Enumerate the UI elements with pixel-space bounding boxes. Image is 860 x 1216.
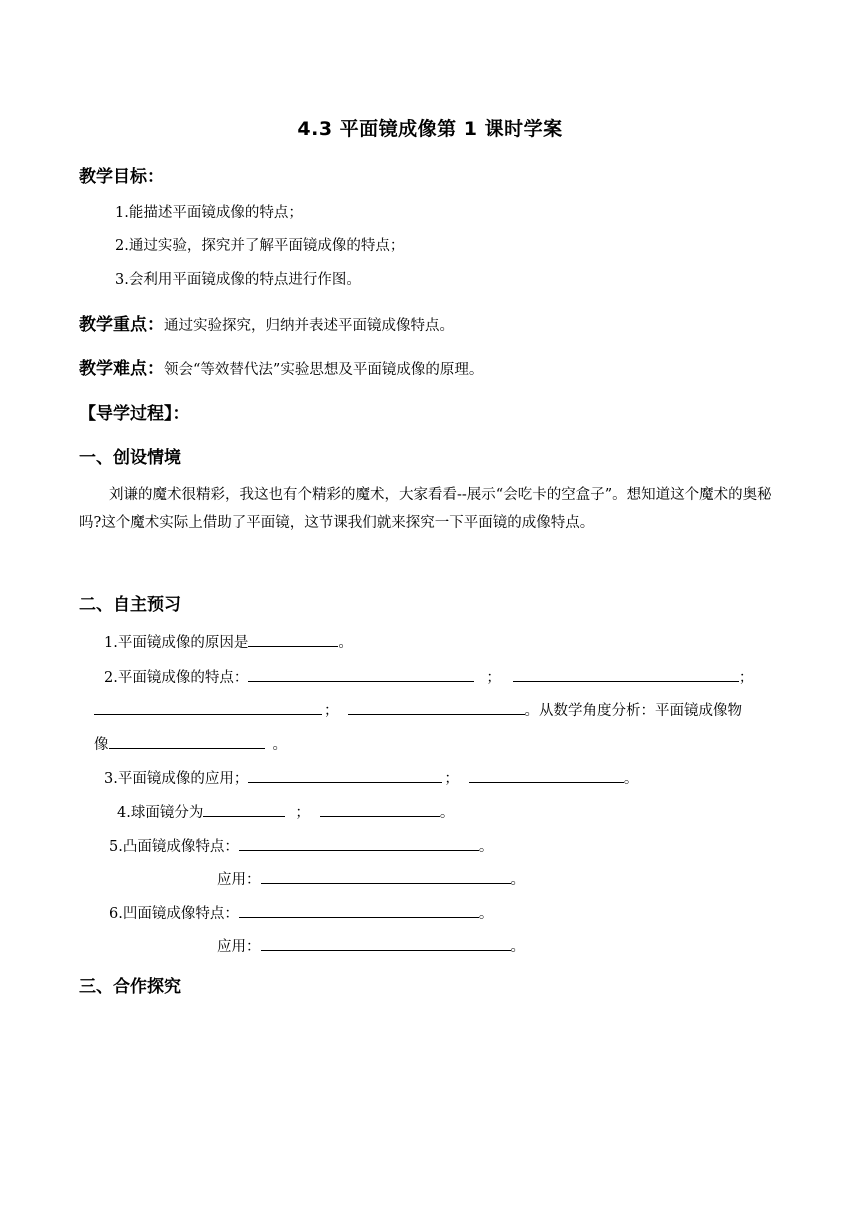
section2-heading: 二、自主预习 [79, 595, 181, 615]
section1-paragraph: 刘谦的魔术很精彩，我这也有个精彩的魔术，大家看看--展示“会吃卡的空盒子”。想知道这个魔术的奥秘吗?这个魔术实际上借助了平面镜，这节课我们就来探究一下平面镜的成像特点。 [79, 487, 772, 531]
objectives-heading: 教学目标： [79, 167, 164, 187]
answer-blank[interactable] [261, 936, 511, 951]
answer-blank[interactable] [261, 869, 511, 884]
section3-heading: 三、合作探究 [79, 977, 181, 997]
question-1: 1.平面镜成像的原因是 。 [104, 631, 353, 652]
answer-blank[interactable] [203, 802, 285, 817]
question-5: 5.凸面镜成像特点： 。 [109, 835, 493, 856]
section1-heading: 一、创设情境 [79, 448, 181, 468]
answer-blank[interactable] [239, 836, 479, 851]
difficulty [79, 354, 483, 379]
answer-blank[interactable] [469, 768, 624, 783]
difficulty-label: 教学难点： [79, 359, 164, 379]
answer-blank[interactable] [320, 802, 440, 817]
key-point-label: 教学重点： [79, 315, 164, 335]
question-6-application: 应用： 。 [217, 935, 525, 956]
process-heading: 【导学过程】： [79, 404, 190, 424]
objective-item-2: 2.通过实验，探究并了解平面镜成像的特点； [115, 238, 405, 254]
question-4: 4.球面镜分为 ； 。 [117, 801, 454, 822]
answer-blank[interactable] [248, 632, 338, 647]
objective-item-1: 1.能描述平面镜成像的特点； [115, 205, 303, 221]
question-2-cont: ； 。从数学角度分析：平面镜成像物 [94, 699, 742, 720]
question-2: 2.平面镜成像的特点： ； ； [104, 666, 753, 687]
answer-blank[interactable] [94, 700, 322, 715]
answer-blank[interactable] [348, 700, 525, 715]
question-2-cont2: 像 。 [94, 733, 287, 754]
objective-item-3: 3.会利用平面镜成像的特点进行作图。 [115, 272, 361, 288]
question-3: 3.平面镜成像的应用； ； 。 [104, 767, 638, 788]
key-point-text: 通过实验探究，归纳并表述平面镜成像特点。 [164, 318, 454, 334]
answer-blank[interactable] [248, 768, 442, 783]
answer-blank[interactable] [109, 734, 265, 749]
question-5-application: 应用： 。 [217, 868, 525, 889]
answer-blank[interactable] [239, 903, 479, 918]
key-point [79, 310, 454, 335]
question-6: 6.凹面镜成像特点： 。 [109, 902, 493, 923]
answer-blank[interactable] [248, 667, 474, 682]
page-title: 4.3 平面镜成像第 1 课时学案 [297, 118, 563, 140]
answer-blank[interactable] [513, 667, 739, 682]
difficulty-text: 领会“等效替代法”实验思想及平面镜成像的原理。 [164, 362, 484, 378]
